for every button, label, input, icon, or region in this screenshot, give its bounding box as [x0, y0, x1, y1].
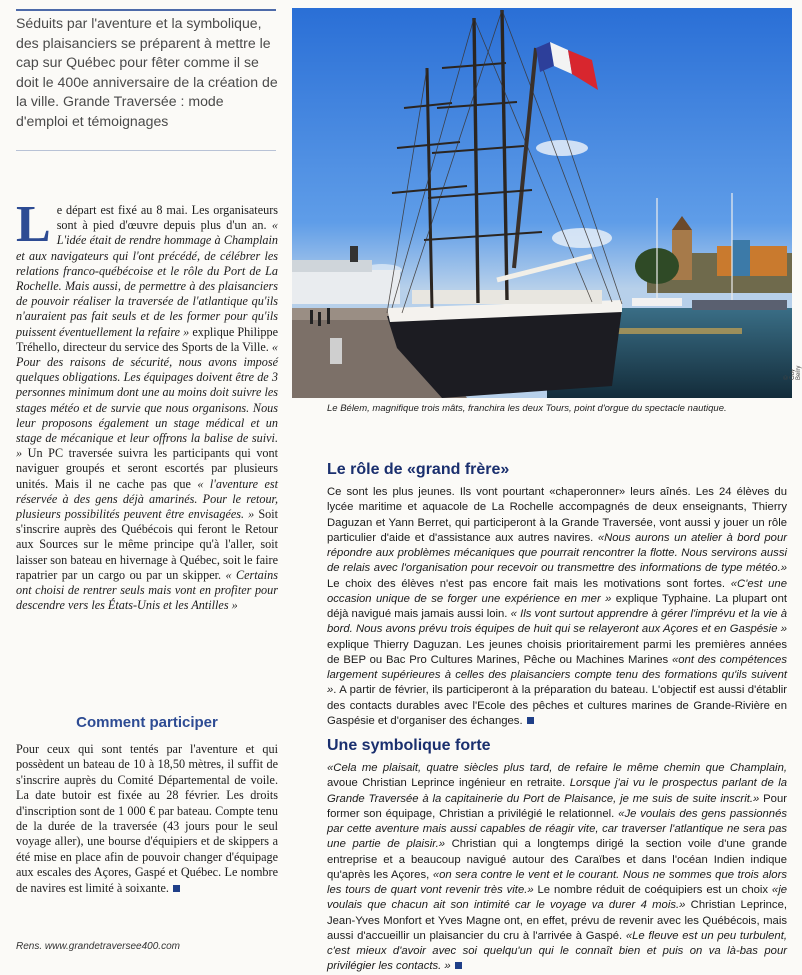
- article-text: Pour former son équipage, Christian a privilégié le relationnel.: [327, 792, 787, 820]
- article-text: Christian qui a longtemps dirigé la section voile d'une grande entreprise et a beaucoup navigué autour des Caraïbes et dans l'océan Indien indique qu'après les Açores,: [327, 838, 787, 881]
- quote-text: «Nous aurons un atelier à bord pour répondre aux problèmes mécaniques que pourrait rencontrer la flotte. Nous servirons aussi de relais avec l'organisation pour recevoir ou transmettre des informations de type météo.»: [327, 531, 787, 575]
- article-text: Soit s'inscrire auprès des Québécois qui feront le Retour aux Sources sur le même principe qu'à l'aller, soit laisser son bateau en hivernage à Québec, soit le faire rapatrier par un cargo ou par un skipper.: [16, 507, 278, 582]
- quote-text: « l'aventure est réservée à des gens déjà amarinés. Pour le retour, plusieurs possibilités peuvent être envisagées. »: [16, 476, 278, 522]
- article-text: e départ est fixé au 8 mai. Les organisateurs sont à pied d'œuvre depuis plus d'un an.: [56, 203, 278, 233]
- photo-credit: © Guy Berry: [784, 365, 802, 380]
- quote-text: « Certains ont choisi de rentrer seuls mais vont en profiter pour descendre vers les États-Unis et les Antilles »: [16, 567, 278, 613]
- symbolique-heading: Une symbolique forte: [327, 737, 491, 754]
- article-text: avoue Christian Leprince ingénieur en retraite.: [327, 777, 570, 790]
- article-text: . A partir de février, ils participeront à la préparation du bateau. L'objectif est aussi d'établir des contacts durables avec l'Ecole des pêches et cultures marines de Grande-Rivière en Gaspésie et d'organiser des échanges.: [327, 684, 787, 727]
- end-mark: [527, 717, 534, 724]
- comment-participer-heading: Comment participer: [76, 714, 218, 731]
- intro-rule: [16, 150, 276, 151]
- article-text: explique Typhaine. La plupart ont déjà navigué mais jamais aussi loin.: [327, 592, 788, 620]
- top-rule: [16, 9, 276, 11]
- drop-cap: L: [16, 196, 51, 253]
- intro-lead: Séduits par l'aventure et la symbolique, des plaisanciers se préparent à mettre le cap sur Québec pour fêter comme il se doit le 400e anniversaire de la création de la ville. Grande Traversée : mode d'emploi et témoignages: [16, 15, 278, 129]
- quote-text: «ont des compétences largement supérieures à celles des plaisanciers compte tenu des formations qu'ils suivent »: [327, 653, 787, 697]
- comment-text: Pour ceux qui sont tentés par l'aventure et qui possèdent un bateau de 10 à 18,50 mètres, il suffit de s'inscrire auprès du Comité Départemental de voile. La date butoir est fixée au 28 février. Les droits d'inscription sont de 1 000 € par bateau. Compte tenu de la durée de la traversée (43 jours pour le seul voyage aller), une bourse d'équipiers et de skippers a été mise en place afin de pouvoir changer d'équipage aux escales des Açores, Gaspé et Québec. Le nombre de navires est limité à soixante.: [16, 742, 278, 895]
- left-article-body: [16, 196, 279, 613]
- role-body: [327, 485, 787, 729]
- role-heading: Le rôle de «grand frère»: [327, 461, 510, 478]
- quote-text: «Cela me plaisait, quatre siècles plus tard, de refaire le même chemin que Champlain,: [327, 762, 787, 774]
- article-text: explique Thierry Daguzan. Les jeunes choisis prioritairement parmi les premières années de BEP ou Bac Pro Cultures Marines, Pêche ou Machines Marines: [327, 638, 787, 666]
- end-mark: [455, 962, 462, 969]
- quote-text: «je voulais que chacun ait son intimité car le voyage va durer 4 mois.»: [327, 884, 787, 912]
- photo-caption: Le Bélem, magnifique trois mâts, franchira les deux Tours, point d'orgue du spectacle nautique.: [327, 403, 727, 414]
- rens-link[interactable]: Rens. www.grandetraversee400.com: [16, 941, 180, 952]
- ship-illustration: [292, 8, 792, 398]
- quote-text: «C'est une occasion unique de se forger une expérience en mer »: [327, 577, 787, 605]
- symbolique-body: [327, 761, 787, 975]
- article-text: Christian Leprince, Jean-Yves Monfort et Yves Magne ont, en effet, prévu de revenir avec les Québécois, mais aussi d'accueillir un plaisancier du cru à l'arrivée à Gaspé.: [327, 899, 787, 942]
- article-text: explique Philippe Tréhello, directeur du service des Sports de la Ville.: [16, 324, 279, 354]
- article-text: Un PC traversée suivra les participants qui vont naviguer groupés et seront escortés par plusieurs unités. Mais il ne cache pas que: [16, 446, 278, 491]
- quote-text: «on sera contre le vent et le courant. Nous ne sommes que trois alors les tours de quart vont revenir très vite.»: [327, 868, 788, 896]
- quote-text: « L'idée était de rendre hommage à Champlain et aux navigateurs qui l'ont précédé, de célébrer les relations franco-québécoise et le rôle du Port de La Rochelle. Mais aussi, de permettre à des plaisanciers de pouvoir réaliser la traversée de l'atlantique qu'ils n'auraient pas fait seuls et de les former pour qu'ils puissent éventuellement la refaire »: [16, 218, 278, 339]
- quote-text: « Pour des raisons de sécurité, nous avons imposé quelques obligations. Les équipages doivent être de 3 personnes minimum dont une au moins doit suivre les stages météo et de survie que nous organisons. Nous leur proposons également un stage médical et un stage de mécanique et leur offrons la balise de suivi. »: [16, 339, 278, 461]
- quote-text: Lorsque j'ai vu le prospectus parlant de la Grande Traversée à la capitainerie du Port de Plaisance, je me suis de suite inscrit.»: [327, 777, 787, 805]
- quote-text: «Le fleuve est un peu turbulent, c'est mieux d'avoir avec soi quelqu'un qui le connaît bien et puis on va là-bas pour privilégier les contacts. »: [327, 929, 787, 973]
- belem-photo: [292, 8, 792, 398]
- article-text: Ce sont les plus jeunes. Ils vont pourtant «chaperonner» leurs aînés. Les 24 élèves du lycée maritime et aquacole de La Rochelle accompagnés de deux enseignants, Thierry Daguzan et Yann Berret, qui participeront à la Grande Traversée, vont aussi y jouer un rôle particulier d'aide et d'assistance aux autres navires.: [327, 486, 787, 544]
- end-mark: [173, 885, 180, 892]
- quote-text: «Je voulais des gens passionnés par cette aventure mais aussi capables de réagir vite, car traverser l'atlantique ne sera pas une partie de plaisir.»: [327, 807, 788, 851]
- comment-participer-body: [16, 742, 278, 896]
- left-column: [0, 0, 286, 970]
- article-text: Le nombre réduit de coéquipiers est un choix: [533, 884, 772, 896]
- article-text: Le choix des élèves n'est pas encore fait mais les motivations sont fortes.: [327, 577, 731, 590]
- quote-text: « Ils vont surtout apprendre à gérer l'imprévu et la vie à bord. Nous avons prévu trois équipes de huit qui se relayeront aux Açores et en Gaspésie »: [327, 608, 787, 636]
